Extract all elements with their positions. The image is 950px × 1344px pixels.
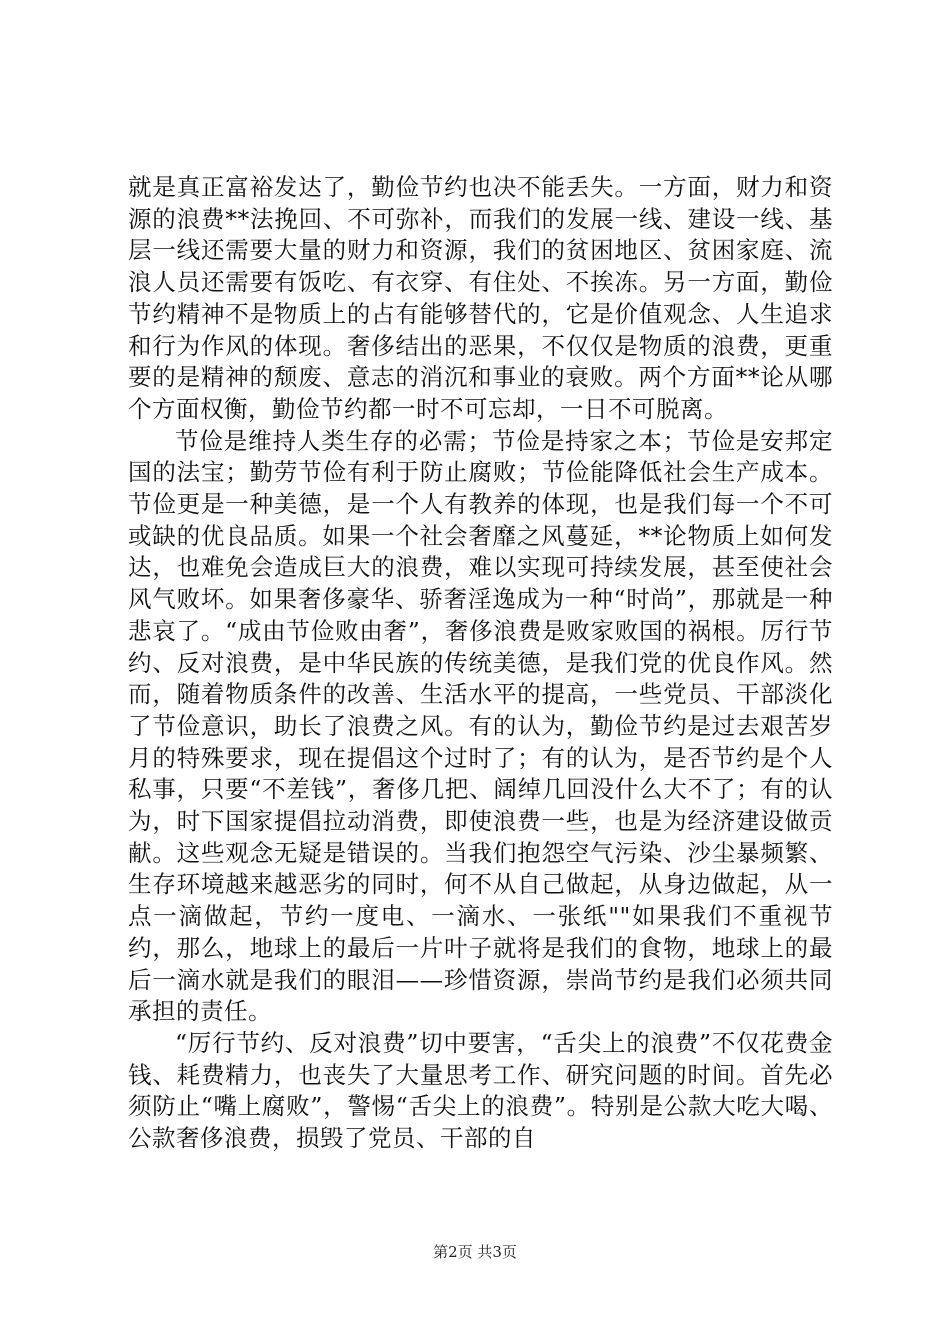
paragraph-1: 就是真正富裕发达了，勤俭节约也决不能丢失。一方面，财力和资源的浪费**法挽回、不可弥补，而我们的发展一线、建设一线、基层一线还需要大量的财力和资源，我们的贫困地区、贫困家庭、流浪人员还需要有饭吃、有衣穿、有住处、不挨冻。另一方面，勤俭节约精神不是物质上的占有能够替代的，它是价值观念、人生追求和行为作风的体现。奢侈结出的恶果，不仅仅是物质的浪费，更重要的是精神的颓废、意志的消沉和事业的衰败。两个方面**论从哪个方面权衡，勤俭节约都一时不可忘却，一日不可脱离。 [128, 173, 833, 423]
paragraph-3: “厉行节约、反对浪费”切中要害，“舌尖上的浪费”不仅花费金钱、耗费精力，也丧失了大量思考工作、研究问题的时间。首先必须防止“嘴上腐败”，警惕“舌尖上的浪费”。特别是公款大吃大喝、公款奢侈浪费，损毁了党员、干部的自 [128, 1028, 833, 1153]
paragraph-2: 节俭是维持人类生存的必需；节俭是持家之本；节俭是安邦定国的法宝；勤劳节俭有利于防止腐败；节俭能降低社会生产成本。节俭更是一种美德，是一个人有教养的体现，也是我们每一个不可或缺的优良品质。如果一个社会奢靡之风蔓延，**论物质上如何发达，也难免会造成巨大的浪费，难以实现可持续发展，甚至使社会风气败坏。如果奢侈豪华、骄奢淫逸成为一种“时尚”，那就是一种悲哀了。“成由节俭败由奢”，奢侈浪费是败家败国的祸根。厉行节约、反对浪费，是中华民族的传统美德，是我们党的优良作风。然而，随着物质条件的改善、生活水平的提高，一些党员、干部淡化了节俭意识，助长了浪费之风。有的认为，勤俭节约是过去艰苦岁月的特殊要求，现在提倡这个过时了；有的认为，是否节约是个人私事，只要“不差钱”，奢侈几把、阔绰几回没什么大不了；有的认为，时下国家提倡拉动消费，即使浪费一些，也是为经济建设做贡献。这些观念无疑是错误的。当我们抱怨空气污染、沙尘暴频繁、生存环境越来越恶劣的同时，何不从自己做起，从身边做起，从一点一滴做起，节约一度电、一滴水、一张纸""如果我们不重视节约，那么，地球上的最后一片叶子就将是我们的食物，地球上的最后一滴水就是我们的眼泪——珍惜资源，崇尚节约是我们必须共同承担的责任。 [128, 426, 833, 1026]
document-body [128, 172, 833, 1155]
page-number-footer: 第2页 共3页 [433, 1243, 517, 1261]
